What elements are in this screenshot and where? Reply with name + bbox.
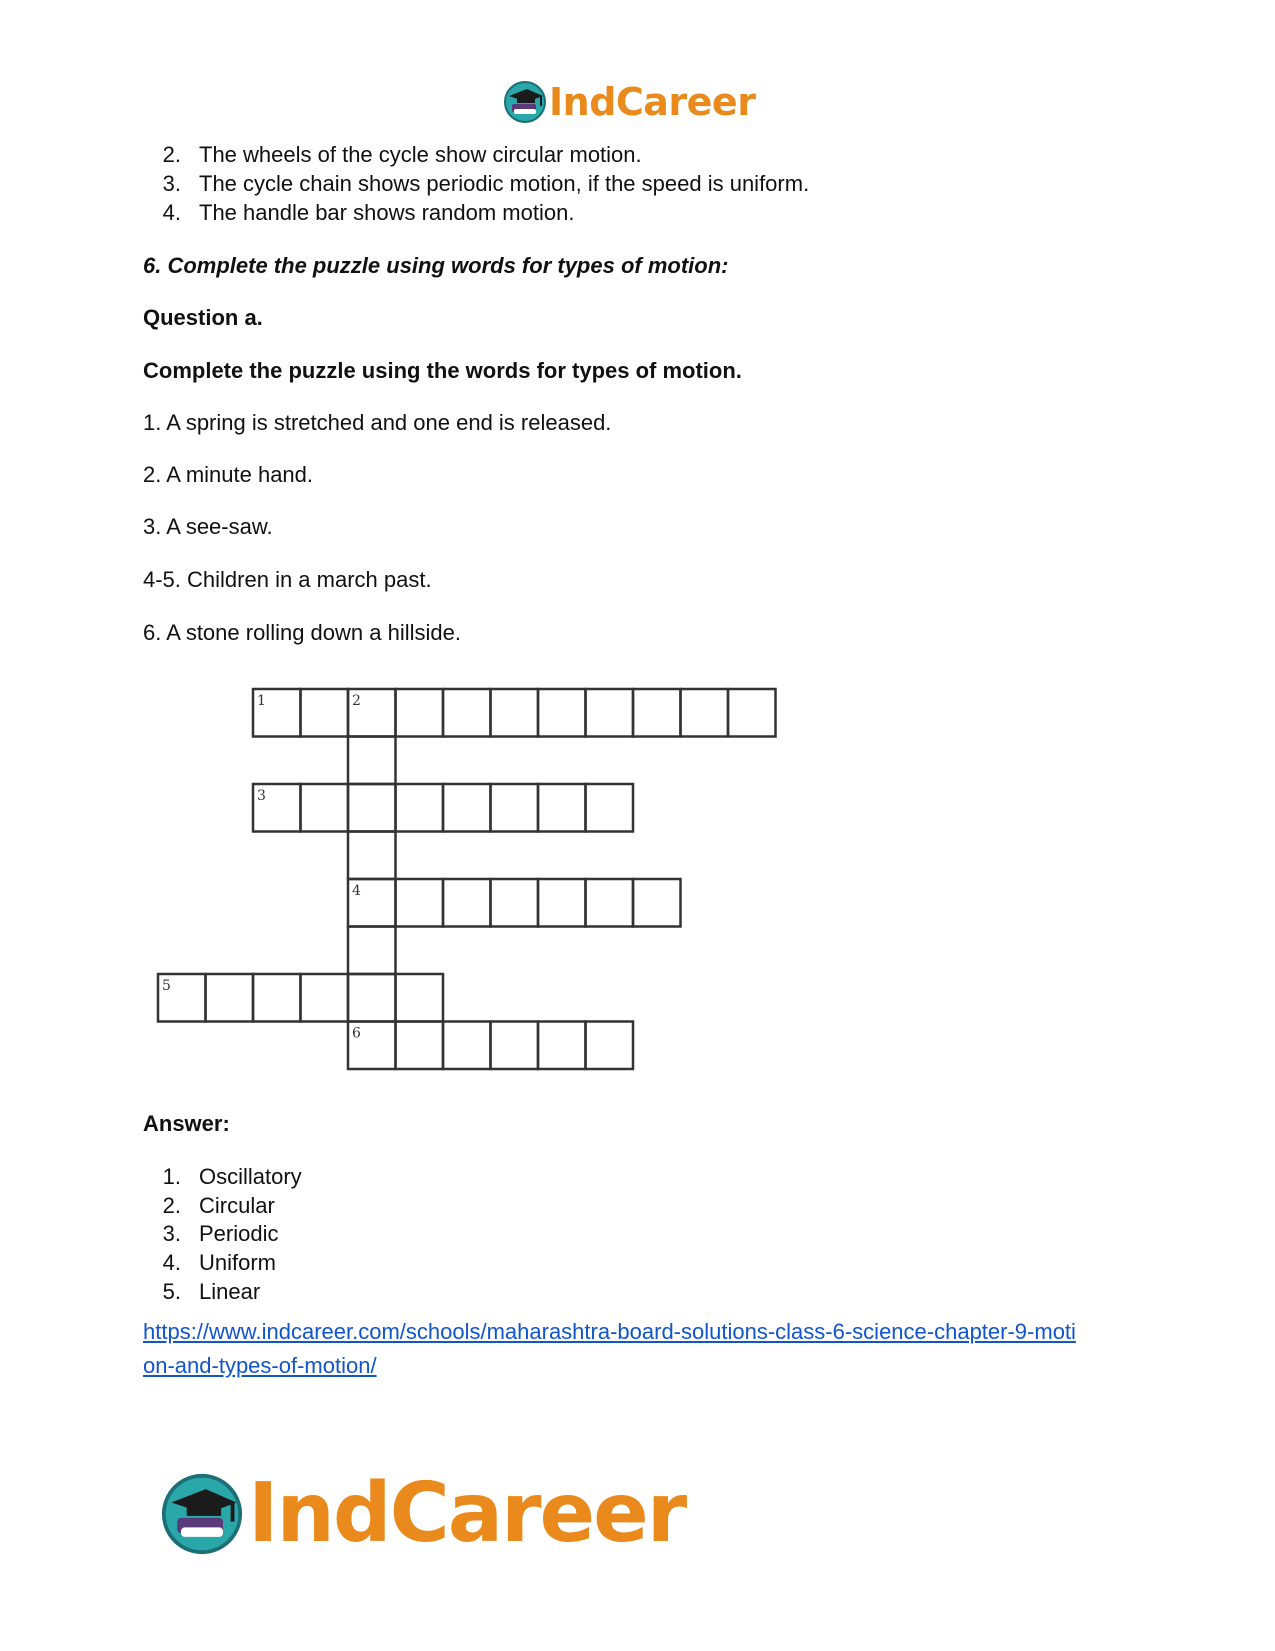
crossword-cell <box>348 832 396 880</box>
crossword-cell <box>443 1022 491 1070</box>
answer-item: 3. Periodic <box>162 1221 279 1246</box>
crossword-cell <box>253 974 301 1022</box>
list-item: 2. The wheels of the cycle show circular motion. <box>162 142 642 167</box>
crossword-clue-number: 2 <box>352 693 361 709</box>
crossword-cell <box>443 689 491 737</box>
crossword-clue-number: 6 <box>352 1025 361 1042</box>
clue-1: 1. A spring is stretched and one end is released. <box>143 410 612 435</box>
crossword-cell <box>348 974 396 1022</box>
crossword-cell <box>396 974 444 1022</box>
crossword-clue-number: 3 <box>257 788 266 804</box>
answer-label: Answer: <box>143 1111 230 1136</box>
answer-item: 1. Oscillatory <box>162 1164 302 1189</box>
crossword-cell <box>491 784 539 832</box>
crossword-cell <box>443 879 491 927</box>
clue-6: 6. A stone rolling down a hillside. <box>143 620 461 645</box>
source-link-line-2[interactable]: on-and-types-of-motion/ <box>143 1353 377 1378</box>
clue-3: 3. A see-saw. <box>143 514 273 539</box>
brand-logo-large <box>160 1466 685 1561</box>
section-heading: 6. Complete the puzzle using words for types of motion: <box>143 253 729 278</box>
crossword-cell <box>348 737 396 785</box>
crossword-cell <box>538 689 586 737</box>
list-item: 4. The handle bar shows random motion. <box>162 200 575 225</box>
source-link-line-1[interactable]: https://www.indcareer.com/schools/maharashtra-board-solutions-class-6-science-chapter-9-moti <box>143 1319 1076 1344</box>
crossword-cell <box>586 784 634 832</box>
crossword-cell <box>301 689 349 737</box>
answer-item: 5. Linear <box>162 1279 261 1304</box>
crossword-cell <box>538 1022 586 1070</box>
graduation-cap-icon <box>160 1472 244 1556</box>
crossword-cell <box>396 1022 444 1070</box>
crossword-cell <box>586 689 634 737</box>
answer-item: 2. Circular <box>162 1193 275 1218</box>
list-item: 3. The cycle chain shows periodic motion, if the speed is uniform. <box>162 171 810 196</box>
clue-2: 2. A minute hand. <box>143 462 314 487</box>
question-label: Question a. <box>143 305 263 330</box>
crossword-cell <box>633 689 681 737</box>
clue-4-5: 4-5. Children in a march past. <box>143 567 432 592</box>
crossword-cell <box>586 1022 634 1070</box>
crossword-cell <box>491 689 539 737</box>
crossword-cell <box>348 927 396 975</box>
crossword-cell <box>443 784 491 832</box>
question-prompt: Complete the puzzle using the words for types of motion. <box>143 358 742 383</box>
crossword-clue-number: 1 <box>257 693 266 709</box>
crossword-cell <box>301 784 349 832</box>
crossword-cell <box>348 784 396 832</box>
crossword-cell <box>301 974 349 1022</box>
crossword-clue-number: 4 <box>352 883 361 899</box>
crossword-cell <box>633 879 681 927</box>
brand-name-large: IndCareer <box>248 1466 686 1561</box>
crossword-cell <box>491 1022 539 1070</box>
crossword-cell <box>681 689 729 737</box>
brand-name: IndCareer <box>549 80 756 124</box>
crossword-clue-number: 5 <box>162 978 171 994</box>
crossword-cell <box>396 689 444 737</box>
crossword-cell <box>206 974 254 1022</box>
crossword-cell <box>491 879 539 927</box>
crossword-cell <box>728 689 776 737</box>
crossword-cell <box>396 784 444 832</box>
crossword-cell <box>538 784 586 832</box>
crossword-cell <box>396 879 444 927</box>
answer-item: 4. Uniform <box>162 1250 277 1275</box>
crossword-cell <box>538 879 586 927</box>
crossword-cell <box>586 879 634 927</box>
